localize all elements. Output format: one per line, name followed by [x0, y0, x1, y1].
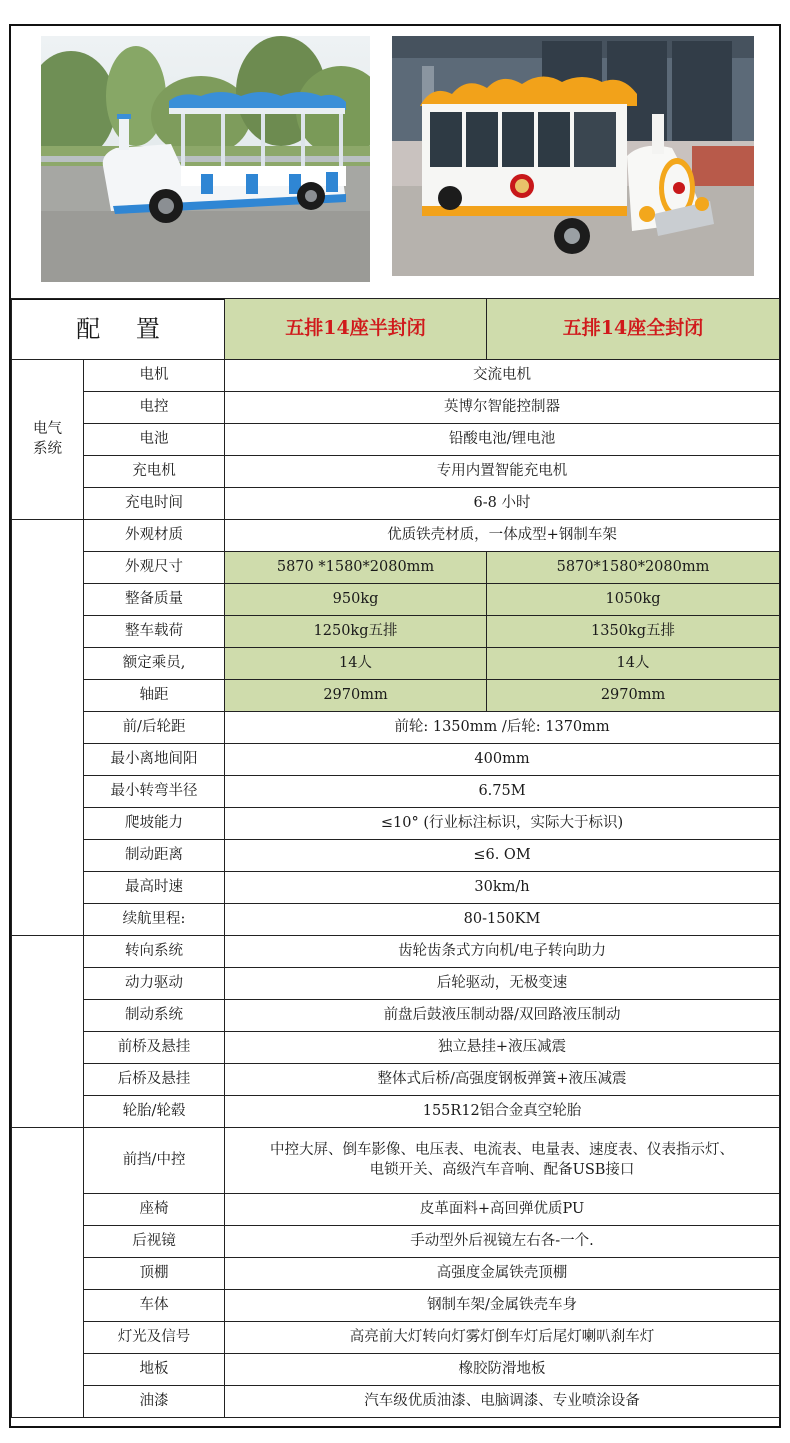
white-blue-tourist-train-image: [41, 36, 370, 282]
spec-row: [12, 1064, 780, 1096]
spec-label: 地板: [84, 1354, 225, 1386]
spec-row: [12, 552, 780, 584]
spec-value-fully-enclosed: 2970mm: [487, 680, 780, 712]
spec-row: [12, 936, 780, 968]
spec-value: 钢制车架/金属铁壳车身: [225, 1290, 780, 1322]
spec-row: [12, 392, 780, 424]
spec-label: 车体: [84, 1290, 225, 1322]
spec-row: [12, 1000, 780, 1032]
spec-value: 高强度金属铁壳顶棚: [225, 1258, 780, 1290]
spec-label: 顶棚: [84, 1258, 225, 1290]
spec-label: 最小转弯半径: [84, 776, 225, 808]
spec-label: 制动系统: [84, 1000, 225, 1032]
spec-label: 充电机: [84, 456, 225, 488]
spec-value: 优质铁壳材质，一体成型+钢制车架: [225, 520, 780, 552]
spec-value-semi-enclosed: 950kg: [225, 584, 487, 616]
spec-label: 电机: [84, 360, 225, 392]
spec-row: [12, 712, 780, 744]
spec-value-semi-enclosed: 14人: [225, 648, 487, 680]
spec-row: [12, 1258, 780, 1290]
spec-row: [12, 840, 780, 872]
group-title: [12, 936, 84, 1128]
spec-row: [12, 1290, 780, 1322]
spec-label: 外观尺寸: [84, 552, 225, 584]
spec-value-fully-enclosed: 1050kg: [487, 584, 780, 616]
spec-value: 英博尔智能控制器: [225, 392, 780, 424]
spec-value-semi-enclosed: 5870 *1580*2080mm: [225, 552, 487, 584]
header-row: [12, 299, 780, 360]
spec-row: [12, 904, 780, 936]
spec-label: 电池: [84, 424, 225, 456]
spec-value: 专用内置智能充电机: [225, 456, 780, 488]
spec-value: 6.75M: [225, 776, 780, 808]
spec-label: 电控: [84, 392, 225, 424]
white-yellow-tourist-train-image: [392, 36, 754, 276]
fully-enclosed-train-photo: [392, 36, 754, 276]
spec-row: [12, 1322, 780, 1354]
spec-label: 动力驱动: [84, 968, 225, 1000]
spec-value: 6-8 小时: [225, 488, 780, 520]
spec-value: ≤10° (行业标注标识，实际大于标识): [225, 808, 780, 840]
group-title: [12, 1128, 84, 1418]
spec-value-fully-enclosed: 14人: [487, 648, 780, 680]
spec-row: [12, 1128, 780, 1194]
spec-value: 前盘后鼓液压制动器/双回路液压制动: [225, 1000, 780, 1032]
spec-row: [12, 1354, 780, 1386]
spec-label: 前/后轮距: [84, 712, 225, 744]
spec-value: 皮革面料+高回弹优质PU: [225, 1194, 780, 1226]
spec-label: 轴距: [84, 680, 225, 712]
spec-value: 高亮前大灯转向灯雾灯倒车灯后尾灯喇叭刹车灯: [225, 1322, 780, 1354]
spec-label: 前桥及悬挂: [84, 1032, 225, 1064]
spec-label: 座椅: [84, 1194, 225, 1226]
spec-row: [12, 808, 780, 840]
semi-enclosed-train-photo: [41, 36, 370, 282]
spec-label: 后视镜: [84, 1226, 225, 1258]
spec-row: [12, 648, 780, 680]
spec-value: 手动型外后视镜左右各-一个.: [225, 1226, 780, 1258]
spec-value: 汽车级优质油漆、电脑调漆、专业喷涂设备: [225, 1386, 780, 1418]
spec-value-fully-enclosed: 1350kg五排: [487, 616, 780, 648]
spec-label: 续航里程:: [84, 904, 225, 936]
spec-row: [12, 520, 780, 552]
spec-label: 充电时间: [84, 488, 225, 520]
spec-row: [12, 456, 780, 488]
spec-value: 中控大屏、倒车影像、电压表、电流表、电量表、速度表、仪表指示灯、 电锁开关、高级汽车音响、配备USB接口: [225, 1128, 780, 1194]
spec-label: 最高时速: [84, 872, 225, 904]
spec-label: 最小离地间阳: [84, 744, 225, 776]
model-fully-enclosed: 五排14座全封闭: [487, 299, 780, 360]
spec-label: 爬坡能力: [84, 808, 225, 840]
spec-value: 前轮: 1350mm /后轮: 1370mm: [225, 712, 780, 744]
spec-label: 前挡/中控: [84, 1128, 225, 1194]
spec-row: [12, 680, 780, 712]
spec-label: 后桥及悬挂: [84, 1064, 225, 1096]
spec-row: [12, 1032, 780, 1064]
spec-value-semi-enclosed: 1250kg五排: [225, 616, 487, 648]
spec-row: [12, 1226, 780, 1258]
spec-label: 整备质量: [84, 584, 225, 616]
spec-label: 外观材质: [84, 520, 225, 552]
spec-value: ≤6. OM: [225, 840, 780, 872]
spec-table: [11, 298, 780, 1418]
spec-row: [12, 616, 780, 648]
spec-value: 橡胶防滑地板: [225, 1354, 780, 1386]
group-title: 电气 系统: [12, 360, 84, 520]
spec-row: [12, 1194, 780, 1226]
spec-row: [12, 360, 780, 392]
model-semi-enclosed: 五排14座半封闭: [225, 299, 487, 360]
spec-value-fully-enclosed: 5870*1580*2080mm: [487, 552, 780, 584]
spec-value: 后轮驱动，无极变速: [225, 968, 780, 1000]
spec-value: 铅酸电池/锂电池: [225, 424, 780, 456]
spec-row: [12, 424, 780, 456]
spec-value: 交流电机: [225, 360, 780, 392]
spec-row: [12, 1096, 780, 1128]
spec-row: [12, 584, 780, 616]
spec-label: 额定乘员,: [84, 648, 225, 680]
spec-row: [12, 744, 780, 776]
spec-row: [12, 1386, 780, 1418]
spec-value: 80-150KM: [225, 904, 780, 936]
spec-label: 灯光及信号: [84, 1322, 225, 1354]
spec-value: 400mm: [225, 744, 780, 776]
spec-value: 30km/h: [225, 872, 780, 904]
spec-label: 制动距离: [84, 840, 225, 872]
spec-value: 独立悬挂+液压减震: [225, 1032, 780, 1064]
spec-row: [12, 872, 780, 904]
spec-value: 齿轮齿条式方向机/电子转向助力: [225, 936, 780, 968]
spec-label: 轮胎/轮毂: [84, 1096, 225, 1128]
spec-label: 油漆: [84, 1386, 225, 1418]
spec-row: [12, 488, 780, 520]
spec-label: 转向系统: [84, 936, 225, 968]
spec-row: [12, 776, 780, 808]
group-title: [12, 520, 84, 936]
spec-row: [12, 968, 780, 1000]
spec-value: 整体式后桥/高强度钢板弹簧+液压减震: [225, 1064, 780, 1096]
spec-value-semi-enclosed: 2970mm: [225, 680, 487, 712]
spec-value: 155R12铝合金真空轮胎: [225, 1096, 780, 1128]
spec-sheet: [9, 24, 781, 1428]
photo-row: [11, 26, 779, 300]
config-heading: 配 置: [12, 299, 225, 360]
spec-label: 整车载荷: [84, 616, 225, 648]
